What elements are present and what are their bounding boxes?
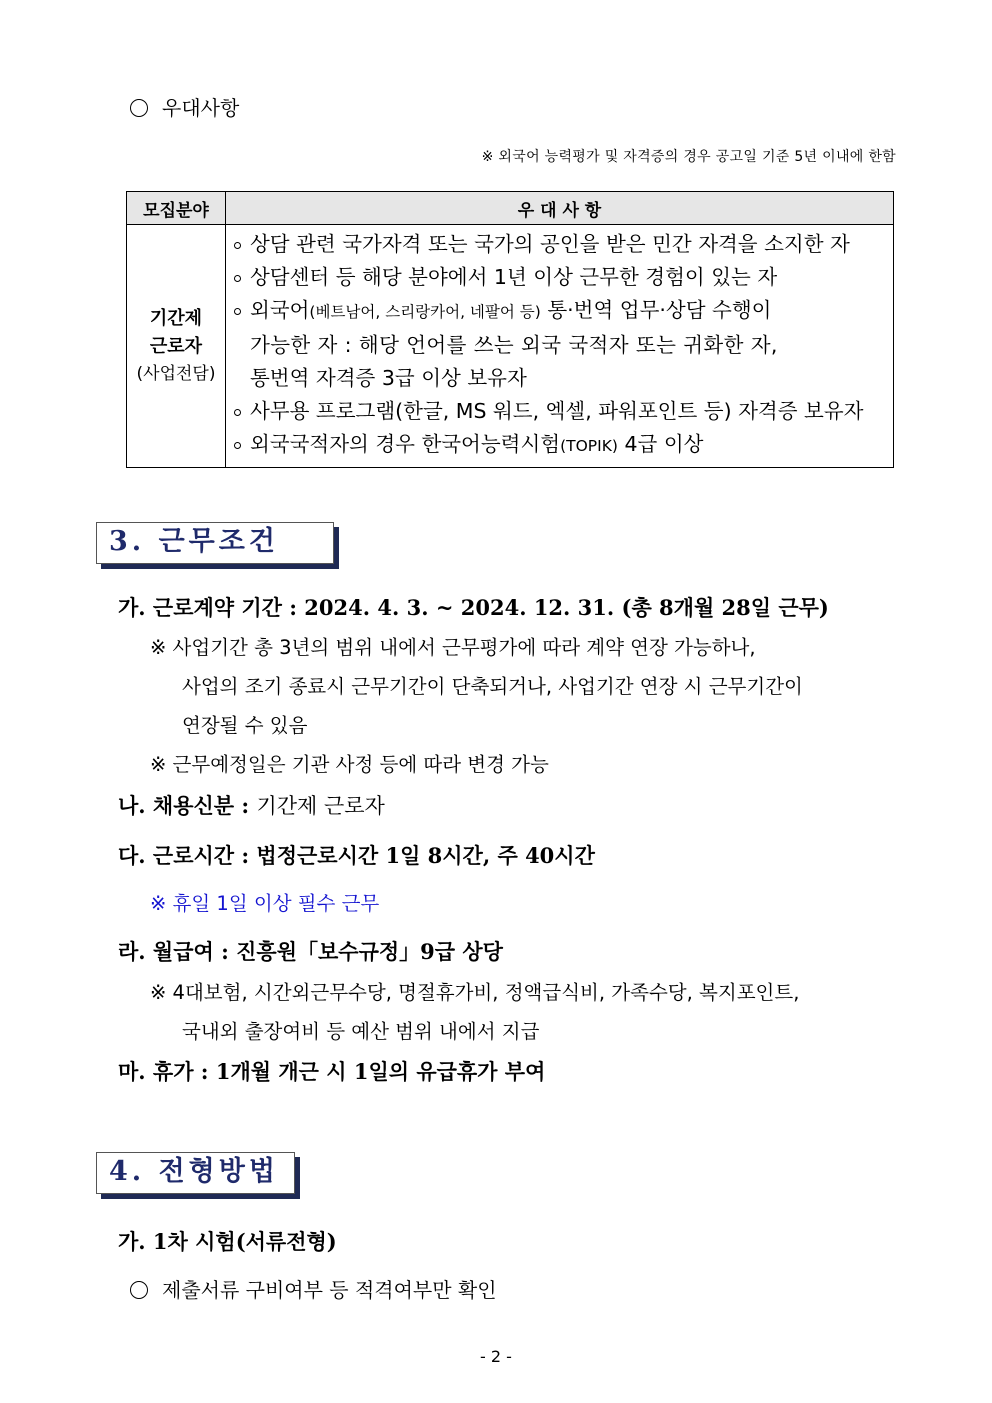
page-number: - 2 - bbox=[480, 1347, 512, 1366]
col-field-header: 모집분야 bbox=[127, 192, 226, 225]
section3-a-note1-line2: 사업의 조기 종료시 근무기간이 단축되거나, 사업기간 연장 시 근무기간이 bbox=[182, 675, 803, 698]
list-item: 사무용 프로그램(한글, MS 워드, 엑셀, 파워포인트 등) 자격증 보유자 bbox=[232, 395, 887, 428]
items-cell bbox=[226, 225, 894, 468]
section4-item-a: 가. 1차 시험(서류전형) bbox=[118, 1229, 337, 1254]
bullet-icon bbox=[234, 409, 241, 416]
circle-bullet-icon bbox=[130, 99, 148, 117]
circle-bullet-icon bbox=[130, 1281, 148, 1299]
table-row bbox=[127, 225, 894, 468]
preferential-heading: 우대사항 bbox=[130, 92, 239, 121]
preferential-table bbox=[126, 191, 894, 468]
bullet-icon bbox=[234, 275, 241, 282]
section3-a-note1-line1: ※ 사업기간 총 3년의 범위 내에서 근무평가에 따라 계약 연장 가능하나, bbox=[150, 636, 756, 659]
field-cell bbox=[127, 225, 226, 468]
section3-a-note1-line3: 연장될 수 있음 bbox=[182, 714, 308, 737]
list-item: 외국국적자의 경우 한국어능력시험(TOPIK) 4급 이상 bbox=[232, 428, 887, 463]
section3-item-a: 가. 근로계약 기간 : 2024. 4. 3. ~ 2024. 12. 31. (총 8개월 28일 근무) bbox=[118, 595, 829, 620]
section3-item-d: 라. 월급여 : 진흥원「보수규정」9급 상당 bbox=[118, 939, 503, 964]
bullet-icon bbox=[234, 242, 241, 249]
section3-c-note: ※ 휴일 1일 이상 필수 근무 bbox=[150, 892, 380, 915]
field-line1: 기간제 bbox=[149, 307, 203, 329]
list-item-continuation: 통번역 자격증 3급 이상 보유자 bbox=[250, 366, 527, 390]
section3-item-b: 나. 채용신분 : 기간제 근로자 bbox=[118, 793, 385, 818]
list-item: 상담센터 등 해당 분야에서 1년 이상 근무한 경험이 있는 자 bbox=[232, 261, 887, 294]
section3-item-e: 마. 휴가 : 1개월 개근 시 1일의 유급휴가 부여 bbox=[118, 1059, 546, 1084]
section4-a-item: 제출서류 구비여부 등 적격여부만 확인 bbox=[130, 1274, 497, 1303]
col-items-header: 우 대 사 항 bbox=[226, 192, 894, 225]
preferential-note: ※ 외국어 능력평가 및 자격증의 경우 공고일 기준 5년 이내에 한함 bbox=[481, 149, 896, 165]
section3-title: 3. 근무조건 bbox=[96, 522, 334, 564]
list-item-continuation: 가능한 자 : 해당 언어를 쓰는 외국 국적자 또는 귀화한 자, bbox=[250, 333, 778, 357]
table-header-row bbox=[127, 192, 894, 225]
section4-title: 4. 전형방법 bbox=[96, 1152, 295, 1194]
list-item: 외국어(베트남어, 스리랑카어, 네팔어 등) 통·번역 업무·상담 수행이 bbox=[232, 294, 887, 329]
section3-item-c: 다. 근로시간 : 법정근로시간 1일 8시간, 주 40시간 bbox=[118, 843, 595, 868]
field-line2: 근로자 bbox=[149, 335, 203, 357]
section3-d-note-line1: ※ 4대보험, 시간외근무수당, 명절휴가비, 정액급식비, 가족수당, 복지포인트, bbox=[150, 981, 800, 1004]
list-item: 상담 관련 국가자격 또는 국가의 공인을 받은 민간 자격을 소지한 자 bbox=[232, 228, 887, 261]
field-line3: (사업전담) bbox=[136, 363, 216, 384]
section3-d-note-line2: 국내외 출장여비 등 예산 범위 내에서 지급 bbox=[182, 1020, 540, 1043]
section3-a-note2: ※ 근무예정일은 기관 사정 등에 따라 변경 가능 bbox=[150, 753, 549, 776]
bullet-icon bbox=[234, 308, 241, 315]
bullet-icon bbox=[234, 442, 241, 449]
